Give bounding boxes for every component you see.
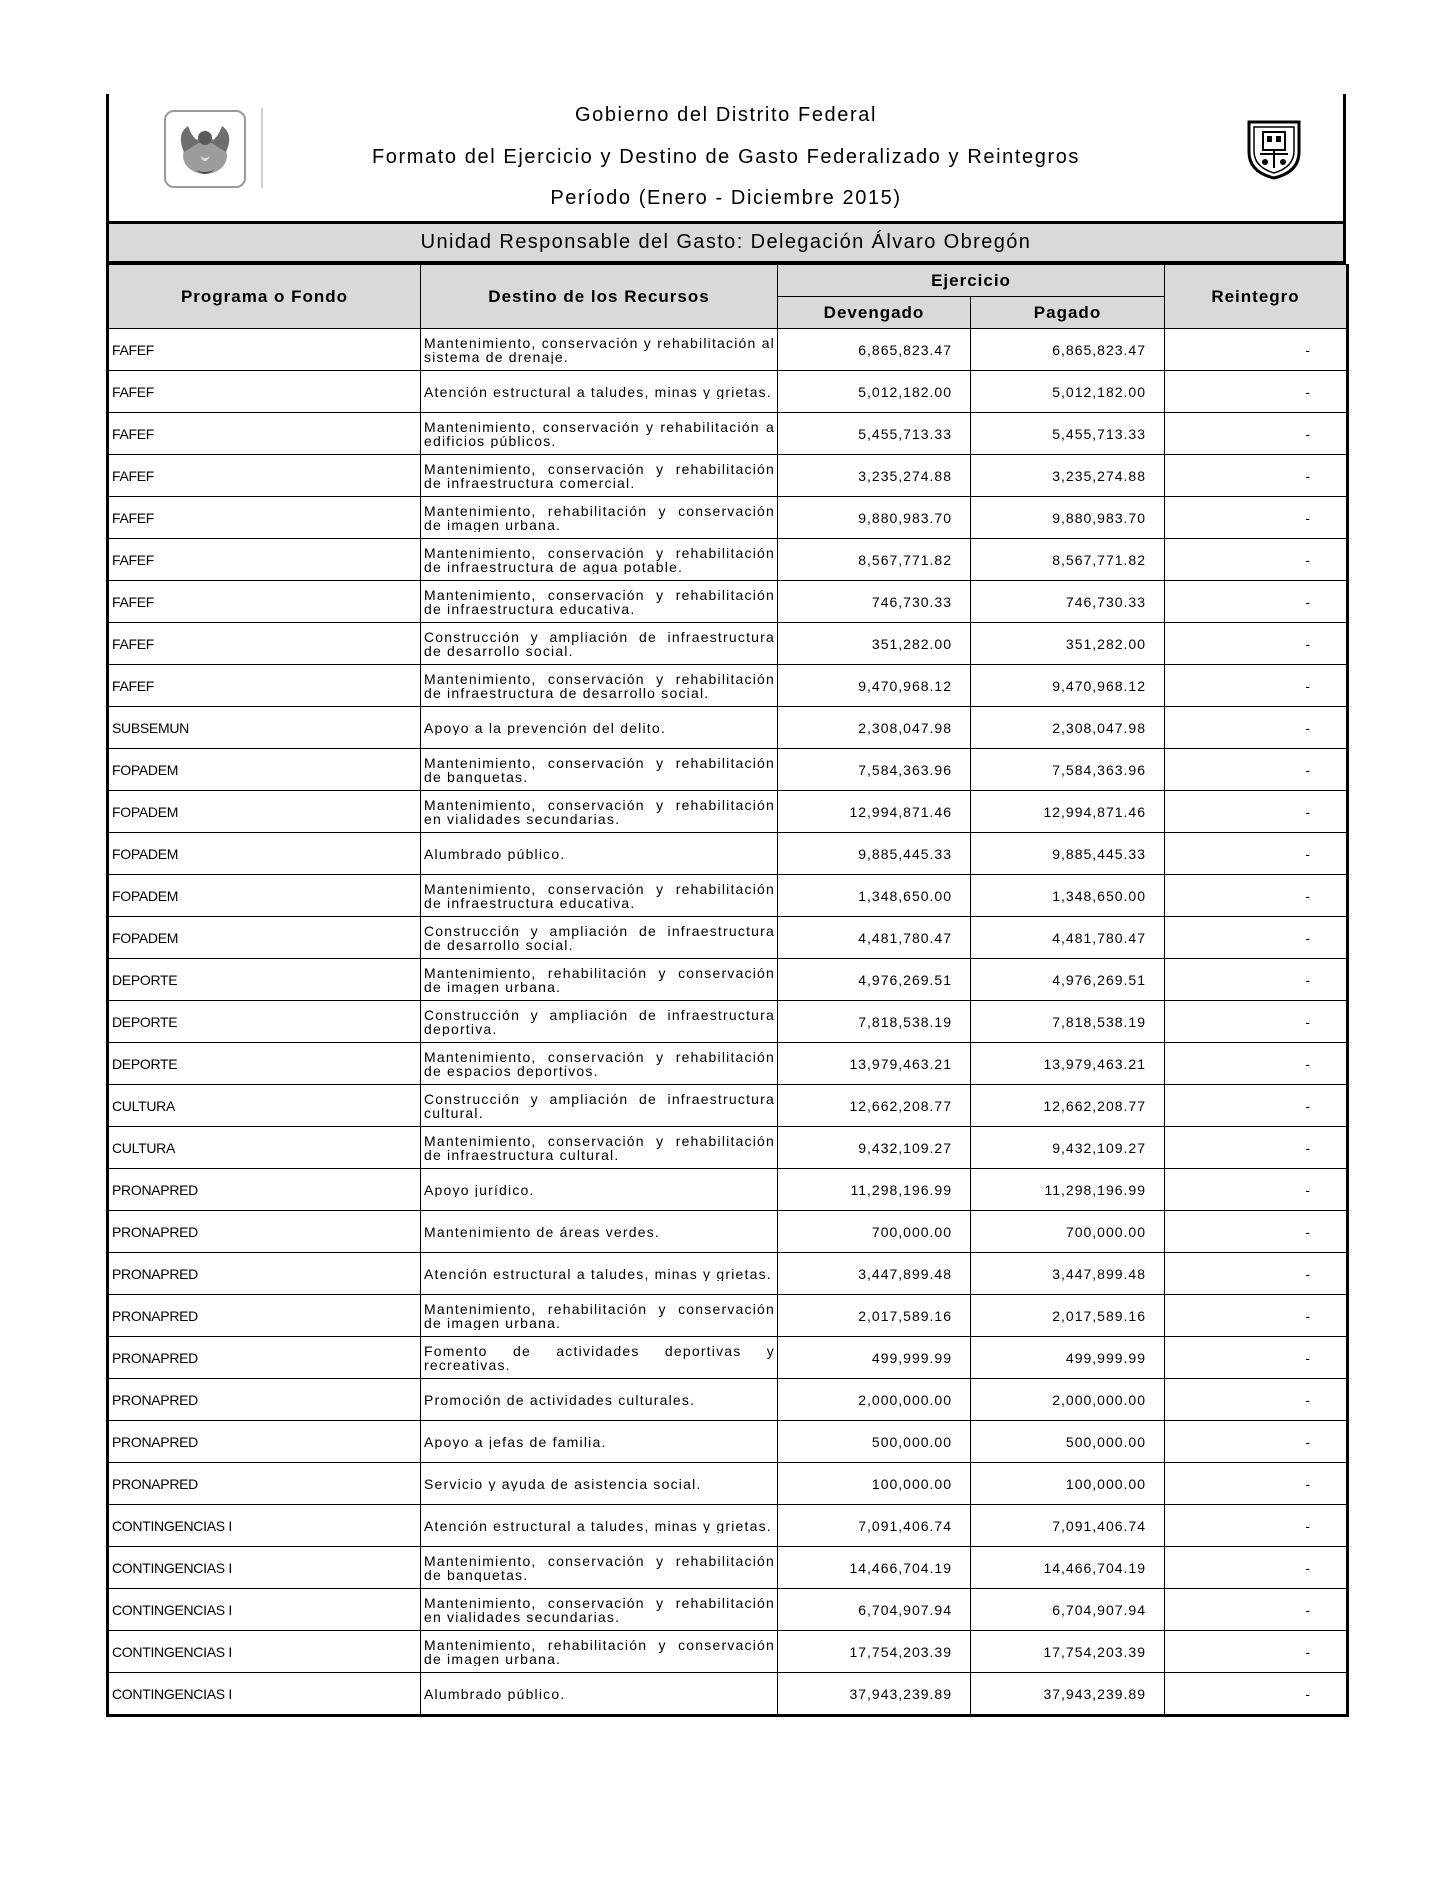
- pagado-cell: 14,466,704.19: [971, 1547, 1165, 1589]
- pagado-cell: 7,818,538.19: [971, 1001, 1165, 1043]
- devengado-cell: 17,754,203.39: [778, 1631, 971, 1673]
- programa-cell: PRONAPRED: [108, 1379, 421, 1421]
- table-row: [108, 329, 1348, 371]
- destino-text: Fomento de actividades deportivas y recreativas.: [424, 1343, 775, 1372]
- table-row: [108, 1463, 1348, 1505]
- table-row: [108, 1673, 1348, 1716]
- programa-cell: DEPORTE: [108, 1001, 421, 1043]
- destino-cell: [421, 791, 778, 833]
- destino-text: Mantenimiento, conservación y rehabilitación de banquetas.: [424, 755, 775, 784]
- column-header-pagado: Pagado: [971, 297, 1165, 329]
- responsible-unit-band: Unidad Responsable del Gasto: Delegación Álvaro Obregón: [106, 224, 1346, 264]
- table-row: [108, 1127, 1348, 1169]
- programa-cell: PRONAPRED: [108, 1463, 421, 1505]
- programa-cell: FAFEF: [108, 665, 421, 707]
- table-row: [108, 707, 1348, 749]
- devengado-cell: 9,470,968.12: [778, 665, 971, 707]
- destino-cell: [421, 497, 778, 539]
- devengado-cell: 7,091,406.74: [778, 1505, 971, 1547]
- devengado-cell: 2,017,589.16: [778, 1295, 971, 1337]
- reintegro-cell: -: [1165, 1673, 1348, 1716]
- pagado-cell: 746,730.33: [971, 581, 1165, 623]
- destino-text: Mantenimiento, conservación y rehabilitación de infraestructura educativa.: [424, 881, 775, 910]
- destino-text: Construcción y ampliación de infraestructura de desarrollo social.: [424, 923, 775, 952]
- destino-cell: [421, 371, 778, 413]
- coat-of-arms-icon: [1243, 118, 1305, 180]
- programa-cell: CONTINGENCIAS I: [108, 1589, 421, 1631]
- reintegro-cell: -: [1165, 1463, 1348, 1505]
- programa-cell: PRONAPRED: [108, 1253, 421, 1295]
- destino-text: Mantenimiento, conservación y rehabilitación de infraestructura de agua potable.: [424, 545, 775, 574]
- reintegro-cell: -: [1165, 1505, 1348, 1547]
- pagado-cell: 12,662,208.77: [971, 1085, 1165, 1127]
- programa-cell: CULTURA: [108, 1127, 421, 1169]
- destino-text: Promoción de actividades culturales.: [424, 1392, 696, 1407]
- table-row: [108, 455, 1348, 497]
- reintegro-cell: -: [1165, 371, 1348, 413]
- reintegro-cell: -: [1165, 1421, 1348, 1463]
- destino-text: Mantenimiento, conservación y rehabilitación en vialidades secundarias.: [424, 797, 775, 826]
- devengado-cell: 351,282.00: [778, 623, 971, 665]
- pagado-cell: 6,704,907.94: [971, 1589, 1165, 1631]
- destino-text: Atención estructural a taludes, minas y grietas.: [424, 1266, 772, 1281]
- reintegro-cell: -: [1165, 497, 1348, 539]
- programa-cell: SUBSEMUN: [108, 707, 421, 749]
- destino-cell: [421, 1253, 778, 1295]
- devengado-cell: 9,885,445.33: [778, 833, 971, 875]
- pagado-cell: 13,979,463.21: [971, 1043, 1165, 1085]
- programa-cell: FOPADEM: [108, 917, 421, 959]
- table-row: [108, 875, 1348, 917]
- destino-cell: [421, 455, 778, 497]
- destino-text: Atención estructural a taludes, minas y grietas.: [424, 384, 772, 399]
- pagado-cell: 351,282.00: [971, 623, 1165, 665]
- expense-table: [106, 264, 1349, 1717]
- table-row: [108, 1043, 1348, 1085]
- programa-cell: FAFEF: [108, 623, 421, 665]
- programa-cell: PRONAPRED: [108, 1337, 421, 1379]
- table-row: [108, 1211, 1348, 1253]
- devengado-cell: 14,466,704.19: [778, 1547, 971, 1589]
- reintegro-cell: -: [1165, 749, 1348, 791]
- devengado-cell: 13,979,463.21: [778, 1043, 971, 1085]
- programa-cell: CONTINGENCIAS I: [108, 1547, 421, 1589]
- programa-cell: FAFEF: [108, 329, 421, 371]
- destino-cell: [421, 581, 778, 623]
- devengado-cell: 9,880,983.70: [778, 497, 971, 539]
- table-row: [108, 1253, 1348, 1295]
- devengado-cell: 746,730.33: [778, 581, 971, 623]
- destino-text: Mantenimiento, rehabilitación y conservación de imagen urbana.: [424, 1301, 775, 1330]
- destino-cell: [421, 665, 778, 707]
- programa-cell: PRONAPRED: [108, 1295, 421, 1337]
- reintegro-cell: -: [1165, 1001, 1348, 1043]
- pagado-cell: 5,012,182.00: [971, 371, 1165, 413]
- reintegro-cell: -: [1165, 455, 1348, 497]
- destino-text: Mantenimiento, conservación y rehabilitación en vialidades secundarias.: [424, 1595, 775, 1624]
- destino-cell: [421, 1673, 778, 1716]
- devengado-cell: 499,999.99: [778, 1337, 971, 1379]
- destino-text: Mantenimiento, rehabilitación y conservación de imagen urbana.: [424, 503, 775, 532]
- reintegro-cell: -: [1165, 1085, 1348, 1127]
- table-row: [108, 371, 1348, 413]
- devengado-cell: 4,976,269.51: [778, 959, 971, 1001]
- destino-cell: [421, 917, 778, 959]
- destino-cell: [421, 1547, 778, 1589]
- destino-cell: [421, 1001, 778, 1043]
- destino-text: Mantenimiento, conservación y rehabilitación de infraestructura comercial.: [424, 461, 775, 490]
- pagado-cell: 499,999.99: [971, 1337, 1165, 1379]
- pagado-cell: 2,308,047.98: [971, 707, 1165, 749]
- table-row: [108, 497, 1348, 539]
- pagado-cell: 8,567,771.82: [971, 539, 1165, 581]
- reintegro-cell: -: [1165, 623, 1348, 665]
- reintegro-cell: -: [1165, 959, 1348, 1001]
- programa-cell: FAFEF: [108, 413, 421, 455]
- destino-cell: [421, 1379, 778, 1421]
- programa-cell: FAFEF: [108, 497, 421, 539]
- destino-text: Mantenimiento, conservación y rehabilitación de infraestructura educativa.: [424, 587, 775, 616]
- devengado-cell: 11,298,196.99: [778, 1169, 971, 1211]
- reintegro-cell: -: [1165, 1589, 1348, 1631]
- destino-cell: [421, 875, 778, 917]
- table-row: [108, 1547, 1348, 1589]
- destino-cell: [421, 1421, 778, 1463]
- pagado-cell: 5,455,713.33: [971, 413, 1165, 455]
- destino-text: Mantenimiento, conservación y rehabilitación a edificios públicos.: [424, 419, 775, 448]
- pagado-cell: 9,885,445.33: [971, 833, 1165, 875]
- table-row: [108, 833, 1348, 875]
- pagado-cell: 500,000.00: [971, 1421, 1165, 1463]
- destino-cell: [421, 623, 778, 665]
- programa-cell: CULTURA: [108, 1085, 421, 1127]
- programa-cell: FOPADEM: [108, 833, 421, 875]
- programa-cell: FAFEF: [108, 455, 421, 497]
- devengado-cell: 37,943,239.89: [778, 1673, 971, 1716]
- devengado-cell: 1,348,650.00: [778, 875, 971, 917]
- programa-cell: CONTINGENCIAS I: [108, 1673, 421, 1716]
- table-row: [108, 1169, 1348, 1211]
- destino-text: Mantenimiento, conservación y rehabilitación de espacios deportivos.: [424, 1049, 775, 1078]
- programa-cell: FAFEF: [108, 371, 421, 413]
- devengado-cell: 3,235,274.88: [778, 455, 971, 497]
- reintegro-cell: -: [1165, 1379, 1348, 1421]
- pagado-cell: 2,017,589.16: [971, 1295, 1165, 1337]
- table-row: [108, 1589, 1348, 1631]
- devengado-cell: 700,000.00: [778, 1211, 971, 1253]
- reintegro-cell: -: [1165, 707, 1348, 749]
- table-body: [108, 329, 1348, 1716]
- programa-cell: PRONAPRED: [108, 1421, 421, 1463]
- destino-cell: [421, 1463, 778, 1505]
- destino-cell: [421, 707, 778, 749]
- pagado-cell: 9,432,109.27: [971, 1127, 1165, 1169]
- pagado-cell: 1,348,650.00: [971, 875, 1165, 917]
- table-row: [108, 1379, 1348, 1421]
- pagado-cell: 9,880,983.70: [971, 497, 1165, 539]
- column-header-destino: Destino de los Recursos: [421, 265, 778, 329]
- destino-cell: [421, 539, 778, 581]
- destino-text: Apoyo a jefas de familia.: [424, 1434, 607, 1449]
- pagado-cell: 4,976,269.51: [971, 959, 1165, 1001]
- column-header-programa: Programa o Fondo: [108, 265, 421, 329]
- programa-cell: FAFEF: [108, 581, 421, 623]
- reintegro-cell: -: [1165, 539, 1348, 581]
- devengado-cell: 5,012,182.00: [778, 371, 971, 413]
- programa-cell: CONTINGENCIAS I: [108, 1631, 421, 1673]
- pagado-cell: 11,298,196.99: [971, 1169, 1165, 1211]
- destino-text: Alumbrado público.: [424, 846, 566, 861]
- destino-text: Alumbrado público.: [424, 1686, 566, 1701]
- reintegro-cell: -: [1165, 875, 1348, 917]
- programa-cell: FAFEF: [108, 539, 421, 581]
- destino-cell: [421, 1589, 778, 1631]
- destino-cell: [421, 329, 778, 371]
- destino-text: Mantenimiento, conservación y rehabilitación de infraestructura de desarrollo social.: [424, 671, 775, 700]
- programa-cell: FOPADEM: [108, 791, 421, 833]
- table-row: [108, 1085, 1348, 1127]
- table-row: [108, 413, 1348, 455]
- table-row: [108, 539, 1348, 581]
- devengado-cell: 2,308,047.98: [778, 707, 971, 749]
- destino-text: Apoyo a la prevención del delito.: [424, 720, 666, 735]
- devengado-cell: 7,584,363.96: [778, 749, 971, 791]
- devengado-cell: 8,567,771.82: [778, 539, 971, 581]
- reintegro-cell: -: [1165, 1547, 1348, 1589]
- pagado-cell: 700,000.00: [971, 1211, 1165, 1253]
- devengado-cell: 2,000,000.00: [778, 1379, 971, 1421]
- table-row: [108, 665, 1348, 707]
- pagado-cell: 2,000,000.00: [971, 1379, 1165, 1421]
- pagado-cell: 9,470,968.12: [971, 665, 1165, 707]
- destino-cell: [421, 1043, 778, 1085]
- destino-text: Construcción y ampliación de infraestructura cultural.: [424, 1091, 775, 1120]
- destino-cell: [421, 749, 778, 791]
- table-row: [108, 791, 1348, 833]
- destino-cell: [421, 1211, 778, 1253]
- reintegro-cell: -: [1165, 581, 1348, 623]
- devengado-cell: 12,662,208.77: [778, 1085, 971, 1127]
- column-header-devengado: Devengado: [778, 297, 971, 329]
- table-row: [108, 1631, 1348, 1673]
- reintegro-cell: -: [1165, 329, 1348, 371]
- destino-text: Mantenimiento, conservación y rehabilitación de banquetas.: [424, 1553, 775, 1582]
- pagado-cell: 3,447,899.48: [971, 1253, 1165, 1295]
- programa-cell: PRONAPRED: [108, 1211, 421, 1253]
- pagado-cell: 100,000.00: [971, 1463, 1165, 1505]
- devengado-cell: 7,818,538.19: [778, 1001, 971, 1043]
- table-row: [108, 1001, 1348, 1043]
- devengado-cell: 12,994,871.46: [778, 791, 971, 833]
- table-row: [108, 623, 1348, 665]
- reintegro-cell: -: [1165, 1253, 1348, 1295]
- pagado-cell: 7,584,363.96: [971, 749, 1165, 791]
- report-title: Formato del Ejercicio y Destino de Gasto Federalizado y Reintegros: [371, 146, 1081, 168]
- reintegro-cell: -: [1165, 665, 1348, 707]
- programa-cell: PRONAPRED: [108, 1169, 421, 1211]
- reintegro-cell: -: [1165, 1043, 1348, 1085]
- destino-text: Mantenimiento, conservación y rehabilitación de infraestructura cultural.: [424, 1133, 775, 1162]
- table-row: [108, 1337, 1348, 1379]
- programa-cell: CONTINGENCIAS I: [108, 1505, 421, 1547]
- destino-text: Mantenimiento, rehabilitación y conservación de imagen urbana.: [424, 965, 775, 994]
- destino-cell: [421, 1085, 778, 1127]
- reintegro-cell: -: [1165, 413, 1348, 455]
- column-header-ejercicio: Ejercicio: [778, 265, 1165, 297]
- reintegro-cell: -: [1165, 917, 1348, 959]
- destino-cell: [421, 1169, 778, 1211]
- destino-cell: [421, 959, 778, 1001]
- programa-cell: DEPORTE: [108, 959, 421, 1001]
- government-title: Gobierno del Distrito Federal: [574, 104, 878, 126]
- destino-cell: [421, 1631, 778, 1673]
- destino-text: Construcción y ampliación de infraestructura deportiva.: [424, 1007, 775, 1036]
- programa-cell: FOPADEM: [108, 749, 421, 791]
- programa-cell: DEPORTE: [108, 1043, 421, 1085]
- destino-text: Servicio y ayuda de asistencia social.: [424, 1476, 702, 1491]
- destino-text: Mantenimiento de áreas verdes.: [424, 1224, 660, 1239]
- destino-cell: [421, 1295, 778, 1337]
- report-sheet: [106, 94, 1346, 1717]
- pagado-cell: 12,994,871.46: [971, 791, 1165, 833]
- table-row: [108, 917, 1348, 959]
- destino-cell: [421, 833, 778, 875]
- report-period: Período (Enero - Diciembre 2015): [550, 187, 902, 209]
- devengado-cell: 100,000.00: [778, 1463, 971, 1505]
- table-row: [108, 1421, 1348, 1463]
- reintegro-cell: -: [1165, 1337, 1348, 1379]
- pagado-cell: 6,865,823.47: [971, 329, 1165, 371]
- report-header: [106, 94, 1346, 224]
- destino-cell: [421, 1337, 778, 1379]
- devengado-cell: 4,481,780.47: [778, 917, 971, 959]
- destino-text: Apoyo jurídico.: [424, 1182, 535, 1197]
- table-row: [108, 1505, 1348, 1547]
- pagado-cell: 4,481,780.47: [971, 917, 1165, 959]
- programa-cell: FOPADEM: [108, 875, 421, 917]
- reintegro-cell: -: [1165, 1631, 1348, 1673]
- devengado-cell: 5,455,713.33: [778, 413, 971, 455]
- devengado-cell: 9,432,109.27: [778, 1127, 971, 1169]
- reintegro-cell: -: [1165, 833, 1348, 875]
- reintegro-cell: -: [1165, 1295, 1348, 1337]
- destino-cell: [421, 1505, 778, 1547]
- destino-text: Mantenimiento, rehabilitación y conservación de imagen urbana.: [424, 1637, 775, 1666]
- devengado-cell: 6,865,823.47: [778, 329, 971, 371]
- devengado-cell: 6,704,907.94: [778, 1589, 971, 1631]
- pagado-cell: 17,754,203.39: [971, 1631, 1165, 1673]
- destino-text: Mantenimiento, conservación y rehabilitación al sistema de drenaje.: [424, 335, 775, 364]
- table-row: [108, 1295, 1348, 1337]
- reintegro-cell: -: [1165, 1169, 1348, 1211]
- destino-text: Atención estructural a taludes, minas y grietas.: [424, 1518, 772, 1533]
- table-row: [108, 749, 1348, 791]
- reintegro-cell: -: [1165, 791, 1348, 833]
- column-header-reintegro: Reintegro: [1165, 265, 1348, 329]
- reintegro-cell: -: [1165, 1211, 1348, 1253]
- pagado-cell: 3,235,274.88: [971, 455, 1165, 497]
- destino-cell: [421, 413, 778, 455]
- pagado-cell: 7,091,406.74: [971, 1505, 1165, 1547]
- destino-cell: [421, 1127, 778, 1169]
- table-row: [108, 959, 1348, 1001]
- table-row: [108, 581, 1348, 623]
- reintegro-cell: -: [1165, 1127, 1348, 1169]
- devengado-cell: 3,447,899.48: [778, 1253, 971, 1295]
- pagado-cell: 37,943,239.89: [971, 1673, 1165, 1716]
- devengado-cell: 500,000.00: [778, 1421, 971, 1463]
- destino-text: Construcción y ampliación de infraestructura de desarrollo social.: [424, 629, 775, 658]
